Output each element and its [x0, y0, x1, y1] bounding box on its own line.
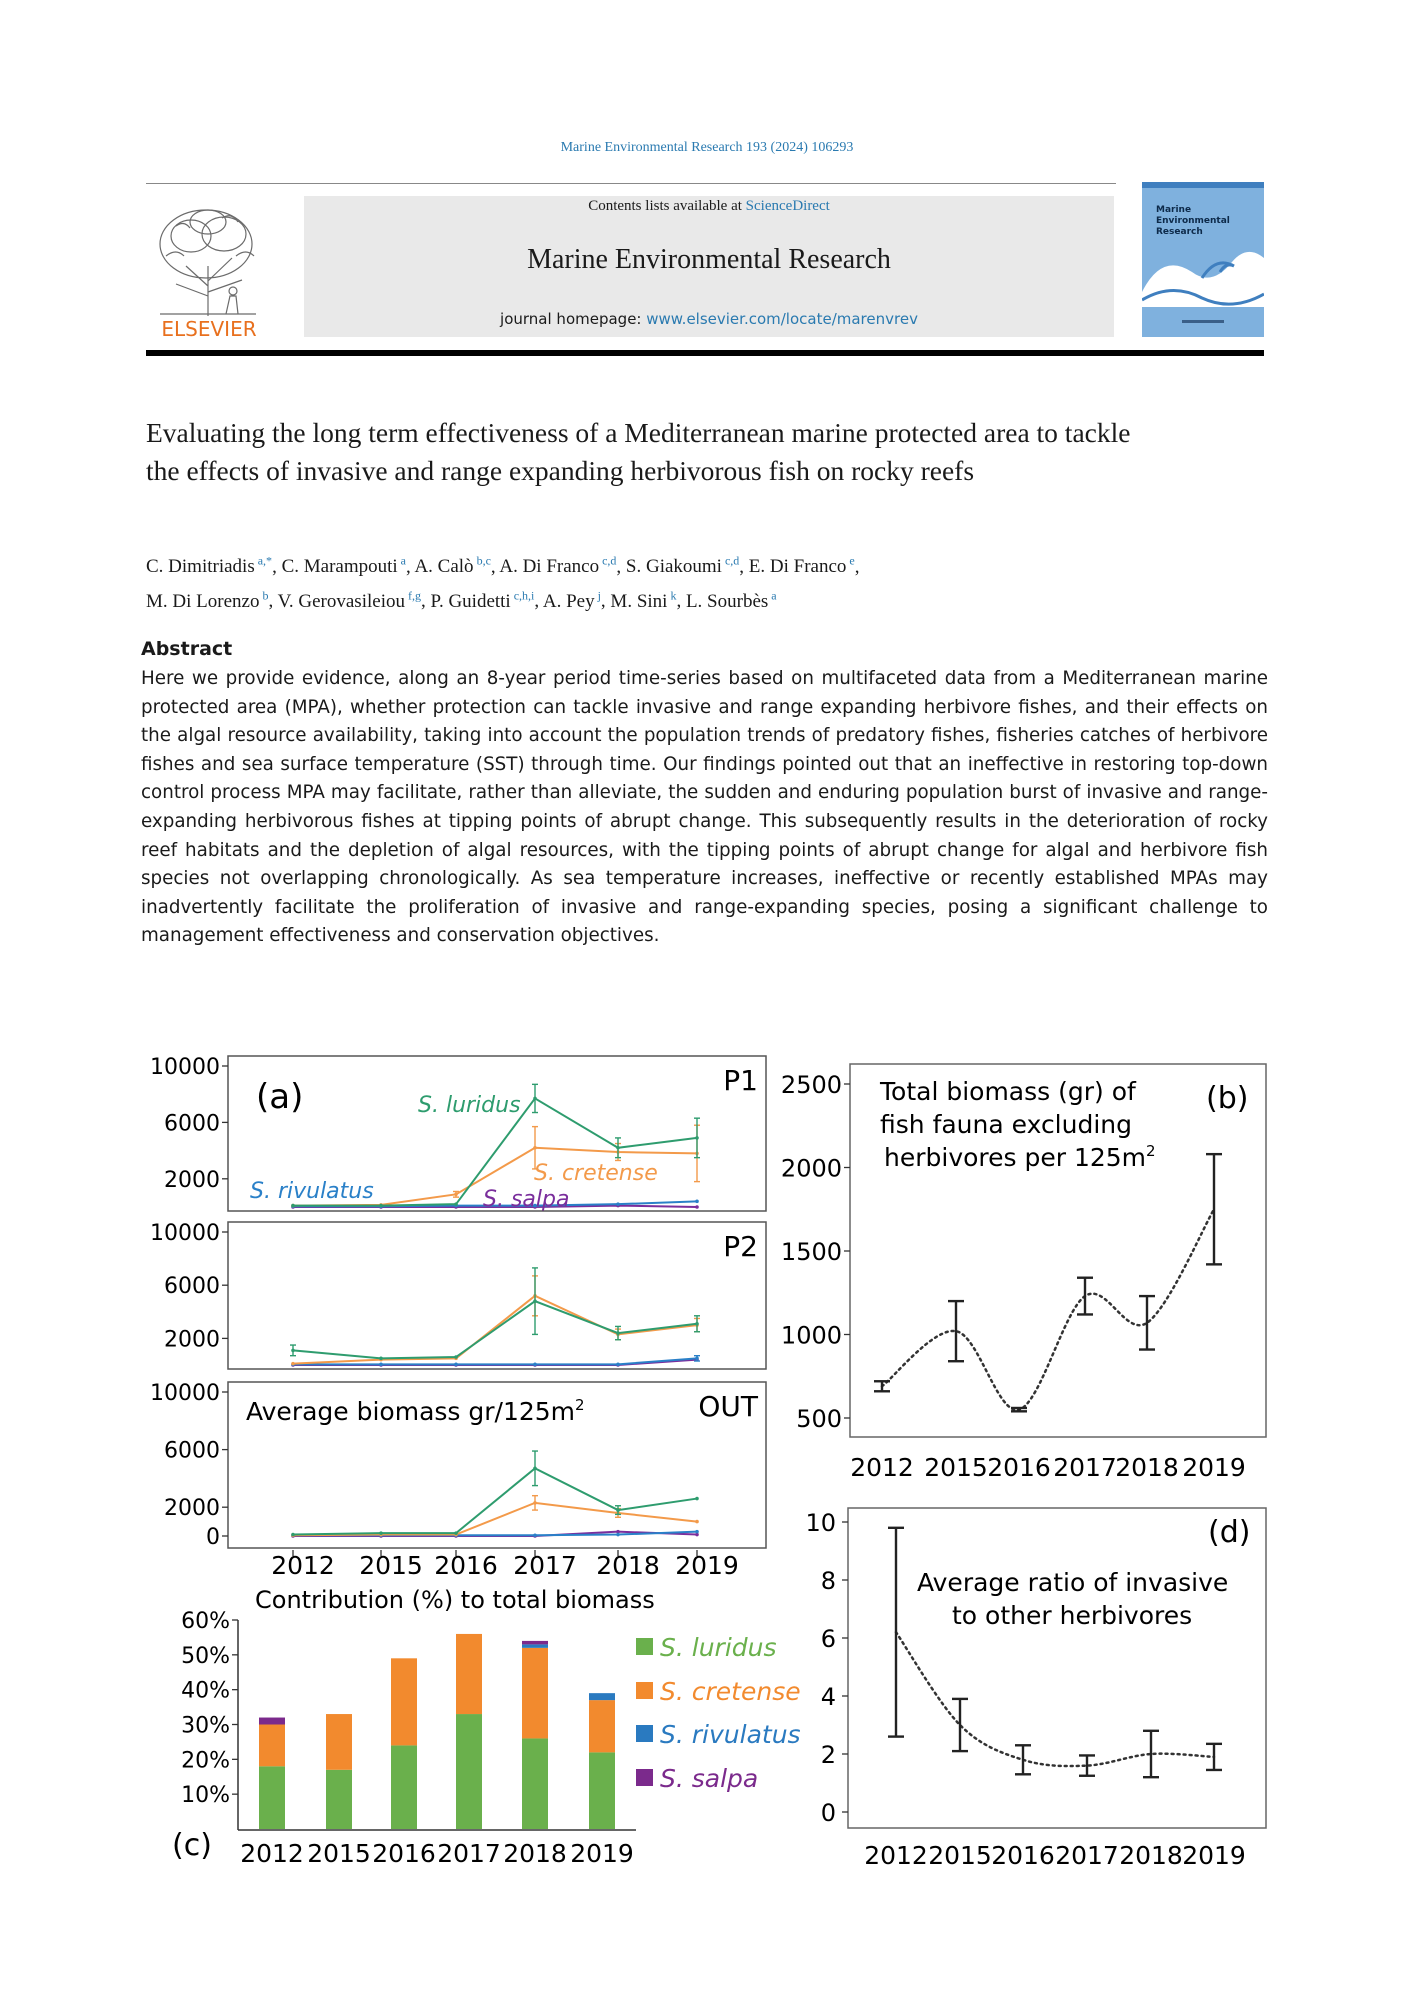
- x-tick-label: 2019: [570, 1839, 634, 1868]
- x-tick-label: 2019: [675, 1551, 739, 1580]
- abstract-text: Here we provide evidence, along an 8-year period time-series based on multifaceted data from a Mediterranean marine protected area (MPA), whether protection can tackle invasive and range expanding herbivore fishes, and their effects on the algal resource availability, taking into account the population trends of predatory fishes, fisheries catches of herbivore fishes and sea surface temperature (SST) through time. Our findings pointed out that an ineffective in restoring top-down control process MPA may facilitate, rather than alleviate, the sudden and enduring population burst of invasive and range-expanding herbivorous fishes at tipping points of abrupt change. This subsequently results in the deterioration of rocky reef habitats and the depletion of algal resources, with the tipping points of abrupt change for algal and herbivore fish species not overlapping chronologically. As sea temperature increases, ineffective or recently established MPAs may inadvertently facilitate the proliferation of invasive and range-expanding species, posing a significant challenge to management effectiveness and conservation objectives.: [141, 668, 1268, 947]
- panel-a-y-axis-title: [246, 1396, 585, 1426]
- y-tick-label: 2500: [780, 1071, 842, 1099]
- x-tick-label: 2016: [372, 1839, 436, 1868]
- cover-title-line2: Environmental: [1156, 216, 1230, 226]
- bar-segment-cretense: [522, 1648, 548, 1739]
- x-tick-label: 2018: [1115, 1453, 1179, 1482]
- sciencedirect-link[interactable]: ScienceDirect: [745, 198, 830, 214]
- subplot-label: P2: [723, 1230, 758, 1263]
- panel-b-letter: (b): [1206, 1081, 1249, 1116]
- legend-label-salpa: S. salpa: [660, 1764, 759, 1793]
- author-name: A. Pey: [542, 590, 595, 612]
- y-tick-label: 2000: [780, 1154, 842, 1183]
- data-point: [291, 1533, 295, 1537]
- author-name: S. Giakoumi: [625, 556, 722, 578]
- author-affiliation[interactable]: b,c: [473, 554, 491, 568]
- bar-segment-luridus: [326, 1770, 352, 1829]
- data-point: [616, 1508, 620, 1512]
- y-tick-label: 20%: [181, 1748, 230, 1774]
- x-tick-label: 2015: [359, 1551, 423, 1580]
- publisher-wordmark: ELSEVIER: [161, 317, 257, 341]
- legend-swatch-luridus: [636, 1638, 653, 1655]
- author-name: M. Sini: [610, 590, 668, 612]
- data-point: [379, 1363, 383, 1367]
- subplot-frame: [228, 1222, 766, 1369]
- data-point: [616, 1202, 620, 1206]
- x-tick-label: 2018: [503, 1839, 567, 1868]
- data-point: [695, 1322, 699, 1326]
- subplot-label: OUT: [698, 1390, 758, 1423]
- subplot-label: P1: [723, 1064, 758, 1097]
- y-axis-title-text: Average biomass gr/125m: [246, 1397, 576, 1426]
- y-tick-label: 4: [820, 1683, 836, 1711]
- y-tick-label: 8: [820, 1567, 836, 1595]
- data-point: [379, 1204, 383, 1208]
- panel-b: [781, 1064, 1266, 1482]
- data-point: [695, 1520, 699, 1524]
- author-affiliation[interactable]: b: [259, 588, 269, 603]
- y-tick-label: 2: [820, 1741, 836, 1769]
- y-tick-label: 1000: [780, 1321, 842, 1350]
- data-point: [379, 1531, 383, 1535]
- trend-line: [896, 1632, 1214, 1766]
- bar-segment-luridus: [589, 1752, 615, 1829]
- x-tick-label: 2012: [850, 1453, 914, 1482]
- data-point: [695, 1497, 699, 1501]
- label-s-cretense: S. cretense: [534, 1161, 658, 1186]
- author-name: V. Gerovasileiou: [277, 590, 405, 612]
- data-point: [454, 1355, 458, 1359]
- panel-a-subplot-p1: [150, 1055, 766, 1211]
- panel-d-title-line2: to other herbivores: [952, 1601, 1193, 1630]
- cover-title-line1: Marine: [1156, 205, 1192, 215]
- bar-segment-cretense: [259, 1725, 285, 1767]
- author-list: C. Dimitriadis $^{a,*}$, C. Marampouti $^a$, A. Calò $^{b,c}$, A. Di Franco $^{c,d}$, S. Giakoumi $^{c,d}$, E. Di Franco $^e$, M. Di Lorenzo $^b$, V. Gerovasileiou $^{f,g}$, P. Guidetti $^{c,h,i}$, A. Pey $^j$, M. Sini $^k$, L. Sourbès $^a$: [146, 554, 860, 612]
- panel-c-title: Contribution (%) to total biomass: [255, 1586, 655, 1614]
- author-name: C. Marampouti: [281, 556, 398, 578]
- author-name: P. Guidetti: [430, 590, 511, 612]
- x-tick-label: 2012: [271, 1551, 335, 1580]
- panel-c-letter: (c): [172, 1828, 212, 1863]
- journal-homepage-link[interactable]: www.elsevier.com/locate/marenvrev: [646, 310, 918, 328]
- series-line-luridus: [293, 1301, 697, 1358]
- abstract-heading: Abstract: [141, 638, 233, 660]
- data-point: [695, 1205, 699, 1209]
- panel-b-title-line3: [884, 1142, 1156, 1172]
- journal-title: Marine Environmental Research: [527, 244, 891, 275]
- author-affiliation[interactable]: k: [667, 588, 677, 603]
- data-point: [616, 1363, 620, 1367]
- y-tick-label: 10000: [150, 1055, 220, 1080]
- x-tick-label: 2019: [1182, 1841, 1246, 1870]
- y-tick-label: 1500: [780, 1238, 842, 1266]
- legend-swatch-rivulatus: [636, 1725, 653, 1742]
- y-tick-label: 2000: [164, 1496, 220, 1522]
- panel-d-letter: (d): [1208, 1515, 1251, 1550]
- y-tick-label: 6000: [164, 1111, 220, 1137]
- x-tick-label: 2016: [991, 1841, 1055, 1870]
- y-tick-label: 10%: [181, 1783, 230, 1809]
- legend-label-luridus: S. luridus: [660, 1633, 777, 1662]
- data-point: [533, 1363, 537, 1367]
- panel-d-title-line1: Average ratio of invasive: [917, 1568, 1229, 1597]
- plot-frame: [848, 1508, 1266, 1828]
- panel-a-subplot-p2: [150, 1221, 766, 1369]
- data-point: [291, 1204, 295, 1208]
- x-tick-label: 2018: [596, 1551, 660, 1580]
- y-axis-title-sup: 2: [575, 1396, 585, 1414]
- data-point: [379, 1357, 383, 1361]
- label-s-rivulatus: S. rivulatus: [250, 1179, 374, 1204]
- data-point: [454, 1193, 458, 1197]
- bar-segment-cretense: [326, 1714, 352, 1770]
- trend-line: [882, 1209, 1214, 1410]
- data-point: [616, 1533, 620, 1537]
- author-affiliation[interactable]: a: [768, 588, 777, 603]
- x-tick-label: 2016: [434, 1551, 498, 1580]
- x-tick-label: 2012: [240, 1839, 304, 1868]
- data-point: [616, 1331, 620, 1335]
- cover-title-line3: Research: [1156, 227, 1203, 237]
- author-name: C. Dimitriadis: [146, 556, 255, 578]
- y-tick-label: 6000: [164, 1438, 220, 1464]
- data-point: [533, 1097, 537, 1101]
- author-affiliation[interactable]: c,d: [721, 554, 740, 568]
- y-tick-label: 500: [796, 1405, 842, 1433]
- data-point: [533, 1146, 537, 1150]
- legend-swatch-cretense: [636, 1682, 653, 1699]
- y-tick-label: 2000: [164, 1167, 220, 1193]
- data-point: [291, 1349, 295, 1353]
- x-tick-label: 2015: [307, 1839, 371, 1868]
- homepage-prefix: journal homepage:: [500, 310, 647, 328]
- panel-d: [805, 1508, 1266, 1870]
- y-tick-label: 10000: [150, 1381, 220, 1406]
- author-affiliation[interactable]: c,d: [599, 554, 617, 568]
- y-tick-label: 2000: [164, 1327, 220, 1353]
- panel-b-title-line1: Total biomass (gr) of: [880, 1077, 1136, 1106]
- bar-segment-luridus: [522, 1738, 548, 1829]
- data-point: [695, 1357, 699, 1361]
- author-affiliation[interactable]: a,*: [254, 554, 273, 568]
- x-tick-label: 2016: [987, 1453, 1051, 1482]
- y-tick-label: 60%: [181, 1609, 230, 1634]
- bar-segment-cretense: [456, 1634, 482, 1714]
- author-affiliation[interactable]: j: [594, 588, 601, 603]
- y-tick-label: 6000: [164, 1274, 220, 1300]
- x-tick-label: 2019: [1182, 1453, 1246, 1482]
- legend-label-cretense: S. cretense: [660, 1677, 801, 1706]
- panel-b-title-sup: 2: [1146, 1142, 1156, 1160]
- x-tick-label: 2017: [1055, 1841, 1119, 1870]
- x-tick-label: 2017: [1053, 1453, 1117, 1482]
- legend-swatch-salpa: [636, 1769, 653, 1786]
- contents-prefix: Contents lists available at: [588, 198, 746, 214]
- author-affiliation[interactable]: a: [397, 554, 406, 568]
- data-point: [533, 1467, 537, 1471]
- author-affiliation[interactable]: c,h,i: [510, 588, 535, 603]
- data-point: [533, 1501, 537, 1505]
- journal-citation[interactable]: Marine Environmental Research 193 (2024) 106293: [560, 140, 854, 155]
- author-name: A. Calò: [414, 556, 474, 578]
- author-name: L. Sourbès: [685, 590, 769, 612]
- x-tick-label: 2018: [1119, 1841, 1183, 1870]
- x-tick-label: 2015: [924, 1453, 988, 1482]
- bar-segment-cretense: [391, 1658, 417, 1745]
- y-tick-label: 10: [805, 1509, 836, 1537]
- data-point: [454, 1202, 458, 1206]
- data-point: [533, 1299, 537, 1303]
- bar-segment-luridus: [456, 1714, 482, 1829]
- series-line-luridus: [293, 1468, 697, 1534]
- data-point: [695, 1136, 699, 1140]
- author-name: A. Di Franco: [499, 556, 600, 578]
- data-point: [616, 1146, 620, 1150]
- bar-segment-salpa: [259, 1718, 285, 1725]
- panel-b-title-line2: fish fauna excluding: [880, 1110, 1133, 1139]
- data-point: [454, 1363, 458, 1367]
- bar-segment-luridus: [391, 1745, 417, 1829]
- author-affiliation[interactable]: f,g: [404, 588, 421, 603]
- bar-segment-rivulatus: [522, 1644, 548, 1647]
- data-point: [454, 1531, 458, 1535]
- y-tick-label: 40%: [181, 1678, 230, 1704]
- panel-a-letter: (a): [256, 1077, 304, 1117]
- legend-label-rivulatus: S. rivulatus: [660, 1720, 801, 1749]
- y-tick-label: 10000: [150, 1221, 220, 1246]
- panel-a: [150, 1055, 766, 1580]
- y-tick-label: 0: [820, 1799, 836, 1827]
- author-name: E. Di Franco: [748, 556, 847, 578]
- x-tick-label: 2017: [437, 1839, 501, 1868]
- panel-c: [172, 1586, 801, 1868]
- x-tick-label: 2015: [928, 1841, 992, 1870]
- x-tick-label: 2017: [513, 1551, 577, 1580]
- data-point: [695, 1530, 699, 1534]
- y-tick-label: 50%: [181, 1643, 230, 1669]
- article-title: Evaluating the long term effectiveness of a Mediterranean marine protected area to tackle the effects of invasive and range expanding herbivorous fish on rocky reefs: [146, 417, 1131, 486]
- data-point: [291, 1362, 295, 1366]
- y-tick-label: 0: [206, 1525, 220, 1550]
- label-s-luridus: S. luridus: [418, 1093, 521, 1118]
- data-point: [533, 1533, 537, 1537]
- bar-segment-rivulatus: [589, 1693, 615, 1700]
- panel-b-title-text: herbivores per 125m: [884, 1143, 1147, 1172]
- y-tick-label: 6: [820, 1625, 836, 1653]
- x-tick-label: 2012: [864, 1841, 928, 1870]
- data-point: [695, 1200, 699, 1204]
- label-s-salpa: S. salpa: [483, 1187, 570, 1212]
- y-tick-label: 30%: [181, 1713, 230, 1739]
- author-name: M. Di Lorenzo: [146, 590, 260, 612]
- bar-segment-luridus: [259, 1766, 285, 1829]
- author-affiliation[interactable]: e: [846, 554, 855, 568]
- bar-segment-salpa: [522, 1641, 548, 1644]
- bar-segment-cretense: [589, 1700, 615, 1752]
